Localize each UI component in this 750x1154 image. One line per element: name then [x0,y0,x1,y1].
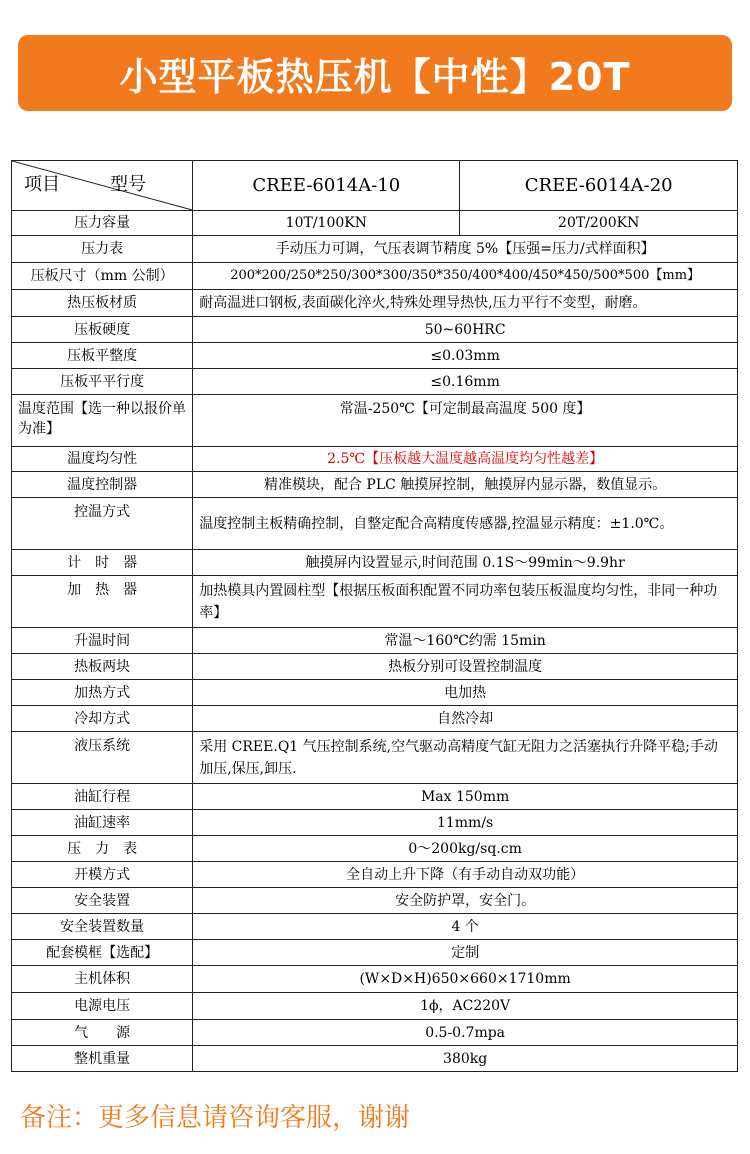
table-row [12,263,738,290]
header-label-cell [12,161,193,211]
row-value: ≤0.03mm [193,343,738,369]
row-label: 配套模框【选配】 [12,940,193,966]
row-label: 整机重量 [12,1046,193,1072]
table-row [12,211,738,236]
table-row [12,498,738,550]
row-value: 定制 [193,940,738,966]
table-row [12,810,738,836]
table-row [12,447,738,472]
row-value: 热板分别可设置控制温度 [193,654,738,680]
table-row [12,940,738,966]
table-row [12,836,738,862]
row-label: 压板尺寸（mm 公制） [12,263,193,290]
row-value: 采用 CREE.Q1 气压控制系统,空气驱动高精度气缸无阻力之活塞执行升降平稳;手动加压,保压,卸压. [193,732,738,784]
header-model-label: 型号 [110,174,146,195]
row-label: 加 热 器 [12,576,193,628]
row-value: 精准模块，配合 PLC 触摸屏控制，触摸屏内显示器，数值显示。 [193,472,738,498]
row-label: 温度均匀性 [12,447,193,472]
row-label: 压板平平行度 [12,369,193,395]
row-label: 压板硬度 [12,317,193,343]
table-row [12,966,738,993]
row-value: 常温-250℃【可定制最高温度 500 度】 [193,395,738,447]
row-value: Max 150mm [193,784,738,810]
table-row [12,628,738,654]
row-value: 安全防护罩，安全门。 [193,888,738,914]
header-item-label: 项目 [24,174,60,195]
row-value: 10T/100KN [193,211,460,236]
row-label: 油缸行程 [12,784,193,810]
row-value: 1ϕ，AC220V [193,993,738,1020]
row-label: 开模方式 [12,862,193,888]
table-row [12,888,738,914]
row-label: 热压板材质 [12,290,193,317]
row-label: 加热方式 [12,680,193,706]
row-value: (W×D×H)650×660×1710mm [193,966,738,993]
row-value: 380kg [193,1046,738,1072]
table-row [12,395,738,447]
page-title: 小型平板热压机【中性】20T [119,54,631,99]
row-label: 压板平整度 [12,343,193,369]
row-label: 计 时 器 [12,550,193,576]
header-model1: CREE-6014A-10 [193,161,460,211]
row-label: 温度控制器 [12,472,193,498]
row-value: 50~60HRC [193,317,738,343]
row-label: 冷却方式 [12,706,193,732]
row-label: 热板两块 [12,654,193,680]
row-label: 液压系统 [12,732,193,784]
spec-table [11,160,738,1072]
table-row [12,914,738,940]
row-value: 温度控制主板精确控制，自整定配合高精度传感器,控温显示精度：±1.0℃。 [193,498,738,550]
table-row [12,317,738,343]
table-row [12,236,738,263]
row-value: 耐高温进口钢板,表面碳化淬火,特殊处理导热快,压力平行不变型，耐磨。 [193,290,738,317]
table-row [12,369,738,395]
row-label: 安全装置数量 [12,914,193,940]
row-value: 常温～160℃约需 15min [193,628,738,654]
table-row [12,1046,738,1072]
row-value: ≤0.16mm [193,369,738,395]
row-value-highlight: 2.5℃【压板越大温度越高温度均匀性越差】 [193,447,738,472]
row-label: 温度范围【选一种以报价单为准】 [12,395,193,447]
table-row [12,472,738,498]
title-banner [18,35,732,111]
header-model2: CREE-6014A-20 [460,161,738,211]
row-label: 压 力 表 [12,836,193,862]
row-label: 控温方式 [12,498,193,550]
row-label: 电源电压 [12,993,193,1020]
footer-note: 备注：更多信息请咨询客服，谢谢 [20,1103,411,1133]
table-row [12,550,738,576]
row-label: 油缸速率 [12,810,193,836]
row-value: 11mm/s [193,810,738,836]
table-row [12,576,738,628]
row-value: 手动压力可调，气压表调节精度 5%【压强=压力/式样面积】 [193,236,738,263]
row-label: 升温时间 [12,628,193,654]
row-value: 0.5-0.7mpa [193,1020,738,1046]
table-row [12,343,738,369]
row-value: 4 个 [193,914,738,940]
row-label: 气 源 [12,1020,193,1046]
row-value: 200*200/250*250/300*300/350*350/400*400/450*450/500*500【mm】 [193,263,738,290]
row-value: 自然冷却 [193,706,738,732]
table-row [12,706,738,732]
table-row [12,784,738,810]
row-label: 安全装置 [12,888,193,914]
table-row [12,732,738,784]
table-header-row [12,161,738,211]
table-row [12,1020,738,1046]
table-row [12,862,738,888]
row-value: 加热模具内置圆柱型【根据压板面积配置不同功率包装压板温度均匀性，非同一种功率】 [193,576,738,628]
row-label: 压力容量 [12,211,193,236]
row-value: 电加热 [193,680,738,706]
table-row [12,680,738,706]
table-row [12,290,738,317]
table-row [12,993,738,1020]
row-value: 20T/200KN [460,211,738,236]
row-value: 全自动上升下降（有手动自动双功能） [193,862,738,888]
row-label: 主机体积 [12,966,193,993]
row-value: 0～200kg/sq.cm [193,836,738,862]
table-row [12,654,738,680]
row-label: 压力表 [12,236,193,263]
row-value: 触摸屏内设置显示,时间范围 0.1S～99min～9.9hr [193,550,738,576]
